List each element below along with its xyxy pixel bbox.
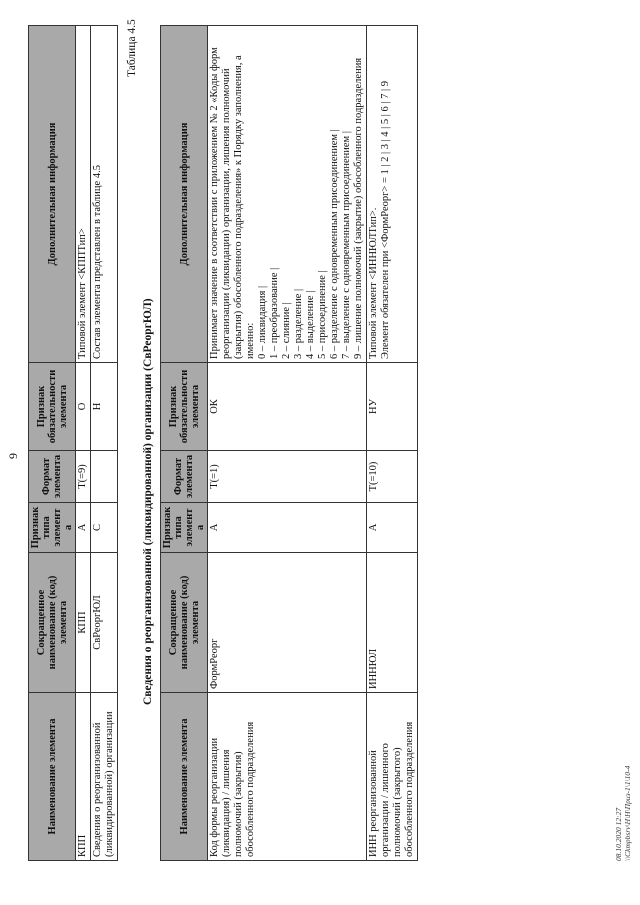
col-header-name: Наименование элемента xyxy=(161,693,208,861)
info-line: Принимает значение в соответствии с приложением № 2 «Коды форм реорганизации (ликвидации) организации, лишения полномочий (закрытия) обособленного подразделения» к Порядку заполнения, а именно: xyxy=(209,47,256,359)
cell-name: Код формы реорганизации (ликвидация) / лишения полномочий (закрытия) обособленного подразделения xyxy=(208,693,367,861)
col-header-code: Сокращенное наименование (код) элемента xyxy=(161,553,208,693)
col-header-type: Признак типа элемента xyxy=(161,503,208,553)
table-header-row xyxy=(29,26,76,861)
info-line: Элемент обязателен при <ФормРеорг> = 1 | 2 | 3 | 4 | 5 | 6 | 7 | 9 xyxy=(380,81,391,359)
cell-name: КПП xyxy=(76,693,91,861)
table-row xyxy=(367,26,418,861)
footer-date: 08.10.2020 12:27 xyxy=(614,807,623,861)
table-row xyxy=(208,26,367,861)
table-label: Таблица 4.5 xyxy=(126,19,138,77)
cell-info xyxy=(208,26,367,363)
cell-type: А xyxy=(76,503,91,553)
table-row xyxy=(91,26,118,861)
col-header-code: Сокращенное наименование (код) элемента xyxy=(29,553,76,693)
cell-code: СвРеоргЮЛ xyxy=(91,553,118,693)
table-caption: Сведения о реорганизованной (ликвидированной) организации (СвРеоргЮЛ) xyxy=(142,298,154,705)
info-line: 5 – присоединение | xyxy=(317,270,328,359)
cell-info: Типовой элемент <КППТип> xyxy=(76,26,91,363)
cell-name: ИНН реорганизованной организации / лишенного полномочий (закрытого) обособленного подразделения xyxy=(367,693,418,861)
col-header-format: Формат элемента xyxy=(29,451,76,503)
cell-required: НУ xyxy=(367,363,418,451)
col-header-format: Формат элемента xyxy=(161,451,208,503)
col-header-info: Дополнительная информация xyxy=(29,26,76,363)
info-line: 3 – разделение | xyxy=(293,288,304,359)
cell-required: Н xyxy=(91,363,118,451)
table-row xyxy=(76,26,91,861)
info-line: 6 – разделение с одновременным присоединением | xyxy=(329,129,340,359)
table-4-5 xyxy=(160,25,418,861)
cell-code: КПП xyxy=(76,553,91,693)
col-header-required: Признак обязательности элемента xyxy=(161,363,208,451)
cell-code: ФормРеорг xyxy=(208,553,367,693)
cell-type: С xyxy=(91,503,118,553)
cell-format: T(=9) xyxy=(76,451,91,503)
cell-required: ОК xyxy=(208,363,367,451)
print-footer xyxy=(614,766,632,861)
info-line: 9 – лишение полномочий (закрытие) обособленного подразделения xyxy=(353,57,364,359)
col-header-type: Признак типа элемента xyxy=(29,503,76,553)
cell-required: О xyxy=(76,363,91,451)
cell-format xyxy=(91,451,118,503)
cell-code: ИННЮЛ xyxy=(367,553,418,693)
cell-format: T(=1) xyxy=(208,451,367,503)
table-continuation xyxy=(28,25,118,861)
cell-format: T(=10) xyxy=(367,451,418,503)
footer-path: \\Ckmpbsrv\Н\Н\Приз-1\1\10-4 xyxy=(623,765,632,861)
info-line: 2 – слияние | xyxy=(281,302,292,359)
col-header-info: Дополнительная информация xyxy=(161,26,208,363)
page-number: 9 xyxy=(6,453,20,459)
cell-info xyxy=(367,26,418,363)
info-line: 1 – преобразование | xyxy=(269,267,280,359)
col-header-required: Признак обязательности элемента xyxy=(29,363,76,451)
info-line: Типовой элемент <ИННЮЛТип>. xyxy=(368,207,379,359)
cell-info: Состав элемента представлен в таблице 4.5 xyxy=(91,26,118,363)
info-line: 0 – ликвидация | xyxy=(257,285,268,359)
cell-name: Сведения о реорганизованной (ликвидированной) организации xyxy=(91,693,118,861)
info-line: 4 – выделение | xyxy=(305,290,316,359)
table-header-row xyxy=(161,26,208,861)
cell-type: А xyxy=(367,503,418,553)
info-line: 7 – выделение с одновременным присоединением | xyxy=(341,131,352,359)
cell-type: А xyxy=(208,503,367,553)
col-header-name: Наименование элемента xyxy=(29,693,76,861)
